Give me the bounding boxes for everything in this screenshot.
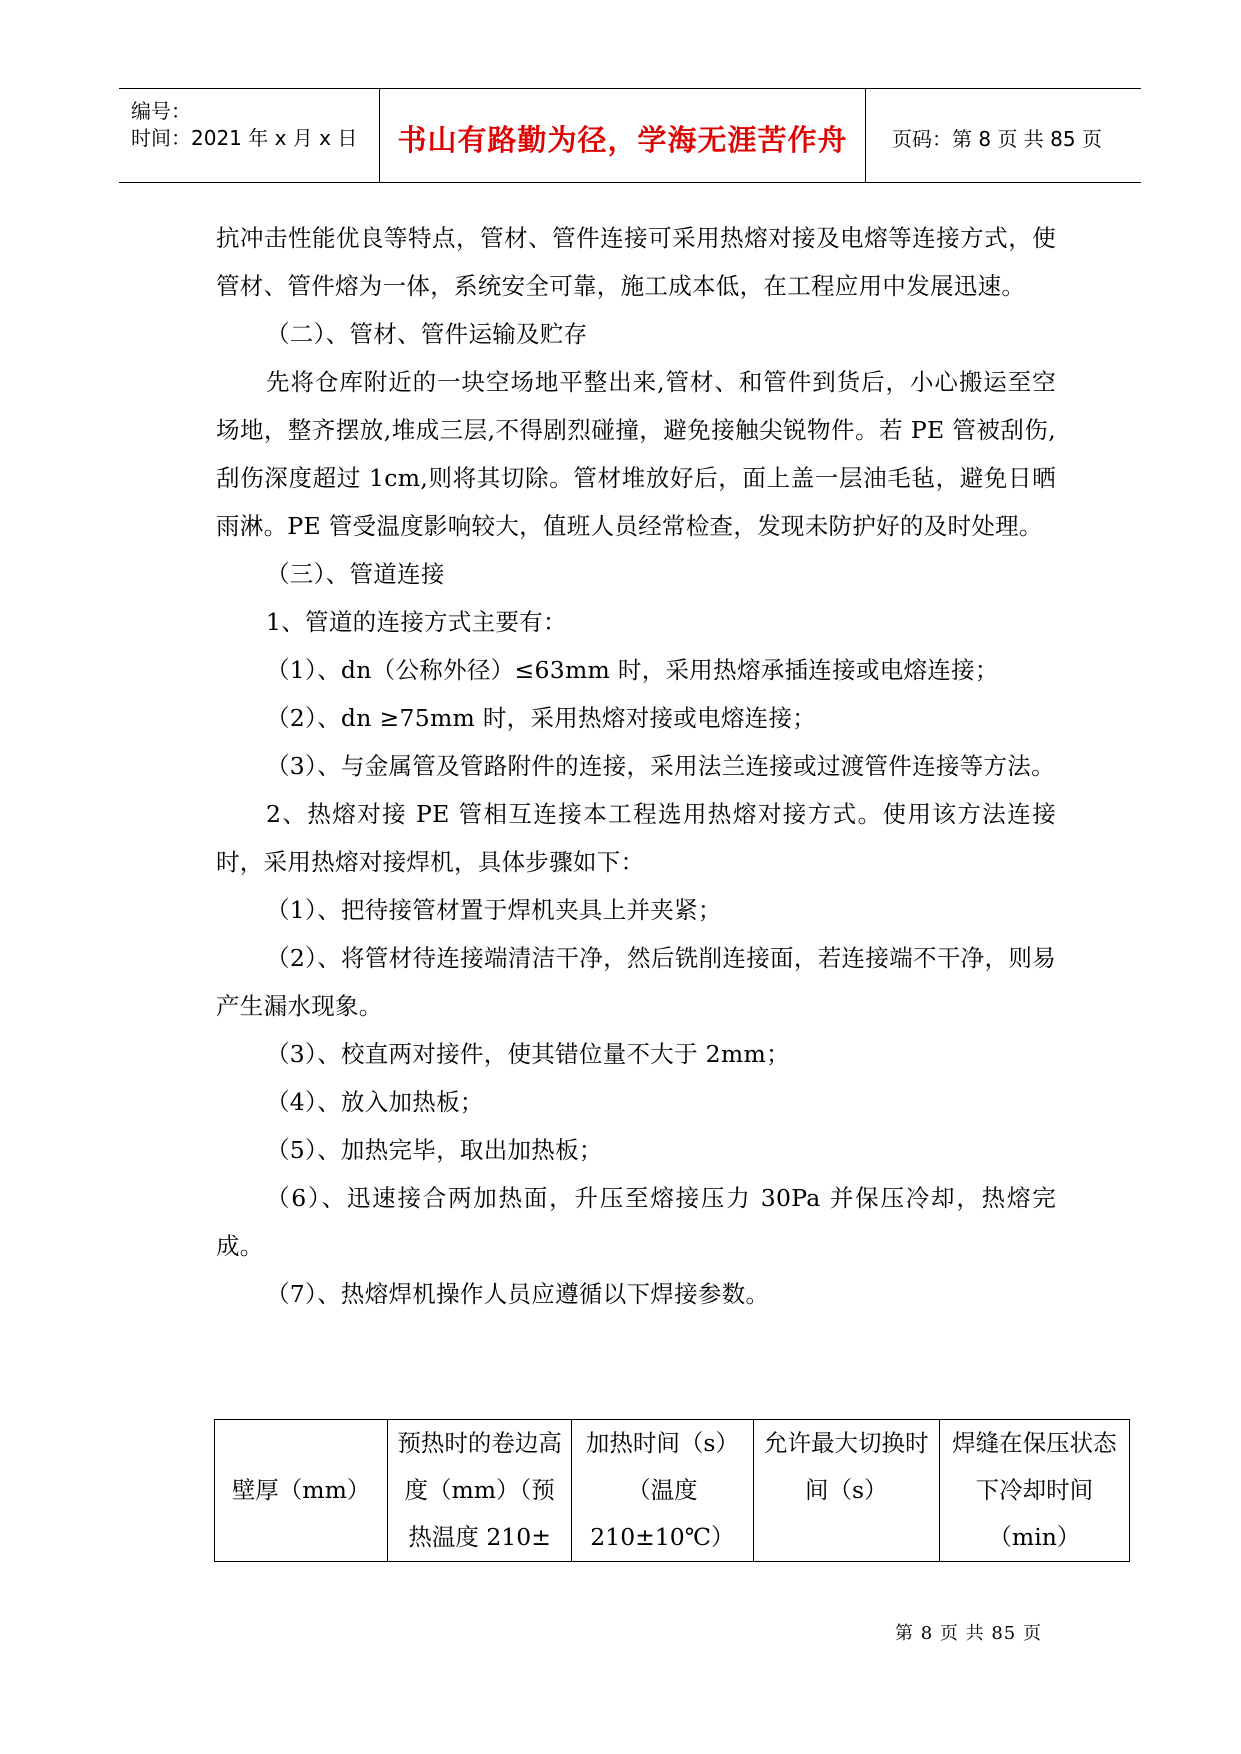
list-item: （2）、将管材待连接端清洁干净，然后铣削连接面，若连接端不干净，则易产生漏水现象。 (216, 944, 1056, 1020)
list-item: （3）、与金属管及管路附件的连接，采用法兰连接或过渡管件连接等方法。 (266, 752, 1055, 780)
page-footer: 第 8 页 共 85 页 (895, 1623, 1042, 1644)
paragraph-connection-methods: 1、管道的连接方式主要有： (266, 608, 567, 636)
paragraph-intro: 抗冲击性能优良等特点，管材、管件连接可采用热熔对接及电熔等连接方式，使管材、管件熔为一体，系统安全可靠，施工成本低，在工程应用中发展迅速。 (216, 224, 1056, 300)
header-motto-cell (379, 89, 866, 182)
table-header-cell: 焊缝在保压状态下冷却时间（min） (939, 1420, 1129, 1562)
section-heading-transport: （二）、管材、管件运输及贮存 (266, 320, 588, 348)
table-header-cell: 允许最大切换时间（s） (753, 1420, 939, 1562)
table-header-cell: 壁厚（mm） (215, 1420, 388, 1562)
paragraph-butt-fusion: 2、热熔对接 PE 管相互连接本工程选用热熔对接方式。使用该方法连接时，采用热熔对接焊机，具体步骤如下： (216, 800, 1056, 876)
document-time-label: 时间：2021 年 x 月 x 日 (131, 126, 358, 150)
list-item: （3）、校直两对接件，使其错位量不大于 2mm； (266, 1040, 790, 1068)
header-page-cell (866, 89, 1141, 182)
header-motto: 书山有路勤为径，学海无涯苦作舟 (397, 123, 848, 157)
list-item: （7）、热熔焊机操作人员应遵循以下焊接参数。 (266, 1280, 770, 1308)
header-info-cell (119, 89, 379, 182)
header-page-code: 页码：第 8 页 共 85 页 (892, 127, 1102, 151)
list-item: （6）、迅速接合两加热面，升压至熔接压力 30Pa 并保压冷却，热熔完成。 (216, 1184, 1056, 1260)
document-body (216, 214, 1056, 1318)
welding-parameters-table (214, 1419, 1130, 1562)
table-header-cell: 预热时的卷边高度（mm）（预热温度 210± (388, 1420, 572, 1562)
table-header-cell: 加热时间（s）（温度 210±10℃） (572, 1420, 754, 1562)
list-item: （1）、把待接管材置于焊机夹具上并夹紧； (266, 896, 722, 924)
table-header-row (215, 1420, 1130, 1562)
list-item: （4）、放入加热板； (266, 1088, 484, 1116)
list-item: （2）、dn ≥75mm 时，采用热熔对接或电熔连接； (266, 704, 817, 732)
list-item: （5）、加热完毕，取出加热板； (266, 1136, 603, 1164)
document-number-label: 编号： (131, 99, 191, 123)
paragraph-storage: 先将仓库附近的一块空场地平整出来,管材、和管件到货后，小心搬运至空场地，整齐摆放,堆成三层,不得剧烈碰撞，避免接触尖锐物件。若 PE 管被刮伤,刮伤深度超过 1cm,则将其切除。管材堆放好后，面上盖一层油毛毡，避免日晒雨淋。PE 管受温度影响较大，值班人员经常检查，发现未防护好的及时处理。 (216, 368, 1056, 540)
document-header (119, 88, 1141, 183)
section-heading-connection: （三）、管道连接 (266, 560, 445, 588)
list-item: （1）、dn（公称外径）≤63mm 时，采用热熔承插连接或电熔连接； (266, 656, 999, 684)
